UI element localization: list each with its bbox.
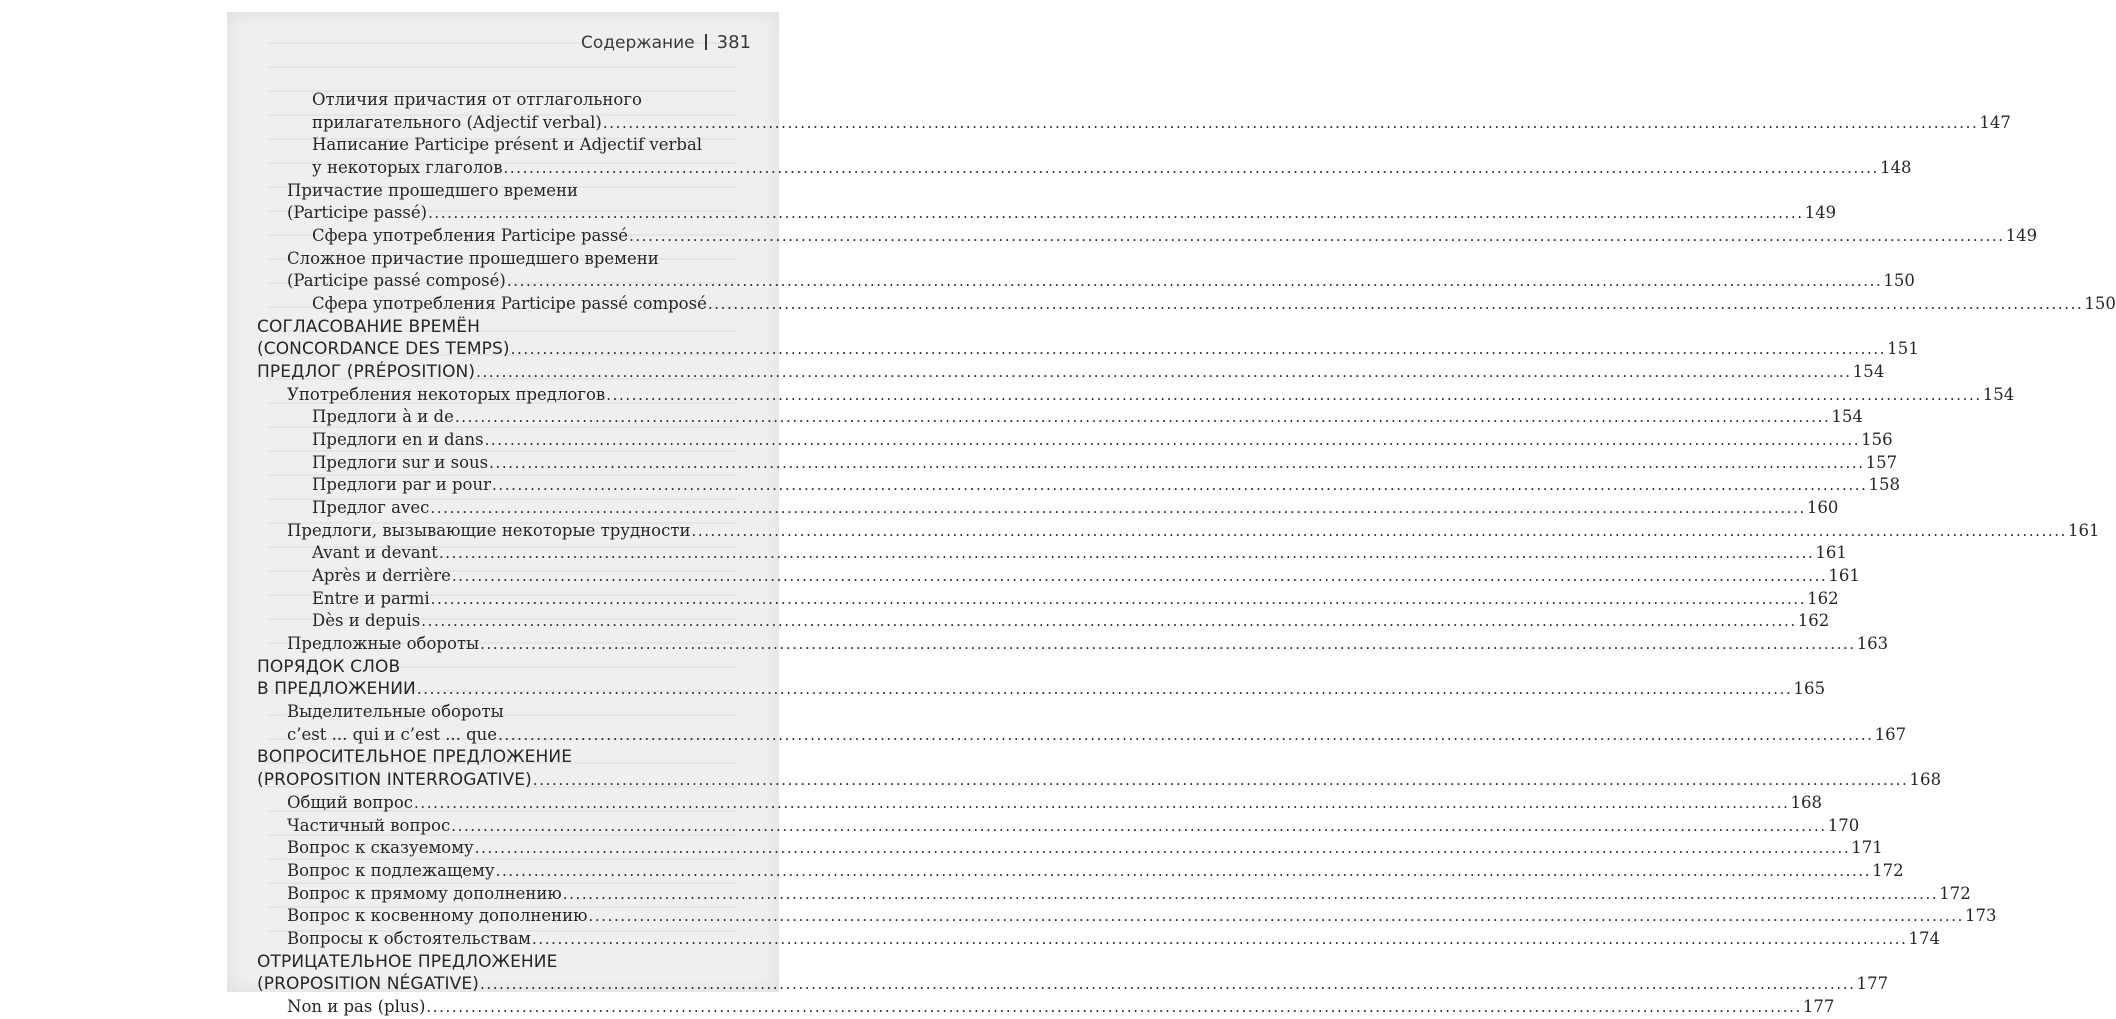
toc-entry-title: Вопрос к подлежащему	[287, 860, 495, 880]
dot-leader	[588, 905, 1964, 928]
dot-leader	[498, 724, 1874, 747]
dot-leader	[421, 610, 1797, 633]
dot-leader	[455, 406, 1831, 429]
toc-page-number: 165	[1793, 679, 1826, 699]
book-page	[227, 12, 2116, 1016]
toc-entry	[257, 837, 1883, 860]
toc-page-number: 149	[1804, 203, 1837, 223]
toc-entry-title: Предлог avec	[312, 498, 430, 518]
toc-page-number: 163	[1856, 634, 1889, 654]
toc-page-number: 172	[1872, 860, 1904, 880]
toc-page-number: 148	[1880, 158, 1912, 178]
toc-entry-title: Вопрос к косвенному дополнению	[287, 906, 588, 926]
toc-entry-title: Предложные обороты	[287, 634, 480, 654]
toc-chapter-heading	[257, 361, 1885, 384]
toc-page-number: 154	[1982, 384, 2015, 404]
toc-entry	[257, 202, 1837, 225]
toc-page-number: 150	[1883, 271, 1915, 291]
header-separator	[705, 34, 707, 50]
toc-entry-title: прилагательного (Adjectif verbal)	[312, 112, 602, 132]
toc-chapter-heading	[257, 678, 1826, 701]
toc-page-number: 161	[1815, 543, 1847, 563]
toc-entry-title: Вопросы к обстоятельствам	[287, 928, 531, 948]
toc-page-number: 172	[1939, 883, 1971, 903]
toc-entry-title: В ПРЕДЛОЖЕНИИ	[257, 679, 416, 700]
toc-entry-title: Частичный вопрос	[287, 815, 451, 835]
toc-entry	[257, 792, 1823, 815]
toc-entry	[257, 406, 1863, 429]
toc-page-number: 157	[1865, 452, 1898, 472]
toc-page-number: 162	[1807, 588, 1839, 608]
toc-entry-title: ВОПРОСИТЕЛЬНОЕ ПРЕДЛОЖЕНИЕ	[257, 747, 573, 768]
dot-leader	[496, 860, 1872, 883]
toc-entry-title: (PROPOSITION NÉGATIVE)	[257, 974, 479, 995]
toc-page-number: 147	[1979, 112, 2011, 132]
toc-entry	[257, 724, 1907, 747]
toc-entry	[257, 996, 1835, 1019]
toc-page-number: 156	[1861, 430, 1893, 450]
toc-page-number: 149	[2005, 226, 2038, 246]
toc-entry	[257, 883, 1971, 906]
toc-entry	[257, 134, 755, 157]
toc-entry	[257, 474, 1900, 497]
toc-entry	[257, 157, 1912, 180]
table-of-contents	[257, 89, 2116, 1019]
toc-entry	[257, 293, 2116, 316]
toc-page-number: 173	[1965, 906, 1997, 926]
toc-page-number: 160	[1806, 498, 1839, 518]
dot-leader	[708, 293, 2084, 316]
toc-entry	[257, 520, 2100, 543]
toc-entry	[257, 384, 2015, 407]
toc-entry	[257, 860, 1904, 883]
dot-leader	[451, 815, 1827, 838]
toc-entry-title: Выделительные обороты	[287, 702, 504, 722]
toc-chapter-heading	[257, 746, 755, 769]
toc-entry	[257, 610, 1830, 633]
dot-leader	[439, 542, 1815, 565]
dot-leader	[603, 112, 1979, 135]
toc-entry-title: Написание Participe présent и Adjectif verbal	[312, 135, 703, 155]
toc-entry-title: Предлоги, вызывающие некоторые трудности	[287, 520, 691, 540]
toc-page-number: 150	[2084, 294, 2116, 314]
toc-entry-title: Предлоги par и pour	[312, 475, 491, 495]
dot-leader	[485, 429, 1861, 452]
toc-entry-title: Dès и depuis	[312, 611, 421, 631]
toc-entry	[257, 180, 755, 203]
dot-leader	[507, 270, 1883, 293]
dot-leader	[475, 837, 1851, 860]
toc-entry	[257, 542, 1847, 565]
toc-entry-title: (Participe passé composé)	[287, 271, 506, 291]
toc-entry	[257, 112, 2011, 135]
toc-entry-title: Avant и devant	[312, 543, 438, 563]
dot-leader	[629, 225, 2005, 248]
dot-leader	[532, 928, 1908, 951]
dot-leader	[492, 474, 1868, 497]
toc-entry	[257, 588, 1839, 611]
toc-entry	[257, 248, 755, 271]
toc-chapter-heading	[257, 316, 755, 339]
toc-entry-title: Entre и parmi	[312, 588, 430, 608]
toc-entry	[257, 633, 1889, 656]
toc-entry	[257, 497, 1839, 520]
dot-leader	[480, 633, 1856, 656]
toc-page-number: 168	[1909, 770, 1942, 790]
toc-entry-title: (PROPOSITION INTERROGATIVE)	[257, 770, 532, 791]
dot-leader	[431, 588, 1807, 611]
toc-page-number: 161	[1828, 566, 1860, 586]
page-number: 381	[716, 32, 751, 53]
toc-page-number: 174	[1908, 928, 1941, 948]
toc-entry-title: Употребления некоторых предлогов	[287, 384, 606, 404]
dot-leader	[533, 769, 1909, 792]
toc-entry	[257, 928, 1941, 951]
toc-entry-title: Après и derrière	[312, 566, 451, 586]
toc-entry-title: Предлоги en и dans	[312, 430, 484, 450]
toc-page-number: 167	[1874, 724, 1907, 744]
toc-entry-title: Предлоги à и de	[312, 407, 454, 427]
toc-entry-title: СОГЛАСОВАНИЕ ВРЕМЁН	[257, 316, 480, 337]
dot-leader	[504, 157, 1880, 180]
toc-entry	[257, 565, 1860, 588]
toc-entry-title: Сфера употребления Participe passé	[312, 226, 629, 246]
toc-entry-title: ОТРИЦАТЕЛЬНОЕ ПРЕДЛОЖЕНИЕ	[257, 951, 558, 972]
dot-leader	[430, 497, 1806, 520]
toc-page-number: 162	[1797, 611, 1830, 631]
toc-page-number: 154	[1831, 407, 1863, 427]
dot-leader	[563, 883, 1939, 906]
toc-entry-title: Non и pas (plus)	[287, 996, 426, 1016]
toc-entry-title: (CONCORDANCE DES TEMPS)	[257, 339, 510, 360]
toc-entry	[257, 452, 1898, 475]
toc-entry-title: c’est ... qui и c’est ... que	[287, 724, 498, 744]
dot-leader	[480, 973, 1856, 996]
dot-leader	[606, 384, 1982, 407]
toc-page-number: 161	[2067, 520, 2100, 540]
toc-page-number: 168	[1790, 792, 1823, 812]
dot-leader	[428, 202, 1804, 225]
toc-entry-title: у некоторых глаголов	[312, 158, 503, 178]
toc-chapter-heading	[257, 338, 1919, 361]
toc-entry-title: ПРЕДЛОГ (PRÉPOSITION)	[257, 362, 476, 383]
dot-leader	[511, 338, 1887, 361]
section-title: Содержание	[581, 33, 695, 53]
toc-page-number: 158	[1868, 475, 1900, 495]
toc-entry-title: ПОРЯДОК СЛОВ	[257, 656, 401, 677]
toc-chapter-heading	[257, 951, 755, 974]
toc-entry-title: Причастие прошедшего времени	[287, 180, 578, 200]
toc-chapter-heading	[257, 769, 1942, 792]
toc-entry-title: Сфера употребления Participe passé composé	[312, 294, 707, 314]
dot-leader	[414, 792, 1790, 815]
toc-page-number: 154	[1852, 362, 1885, 382]
dot-leader	[476, 361, 1852, 384]
toc-entry-title: Общий вопрос	[287, 792, 413, 812]
toc-entry-title: Вопрос к прямому дополнению	[287, 883, 562, 903]
dot-leader	[691, 520, 2067, 543]
dot-leader	[426, 996, 1802, 1019]
toc-entry-title: Предлоги sur и sous	[312, 452, 489, 472]
toc-entry	[257, 815, 1860, 838]
toc-entry	[257, 270, 1915, 293]
toc-chapter-heading	[257, 656, 755, 679]
toc-page-number: 171	[1851, 838, 1883, 858]
toc-entry	[257, 905, 1997, 928]
toc-page-number: 177	[1802, 996, 1835, 1016]
dot-leader	[452, 565, 1828, 588]
toc-chapter-heading	[257, 973, 1889, 996]
toc-entry	[257, 429, 1893, 452]
toc-entry-title: Сложное причастие прошедшего времени	[287, 248, 659, 268]
toc-entry	[257, 701, 755, 724]
toc-entry-title: Отличия причастия от отглагольного	[312, 90, 642, 109]
toc-entry-title: (Participe passé)	[287, 203, 428, 223]
dot-leader	[489, 452, 1865, 475]
toc-page-number: 170	[1827, 815, 1860, 835]
toc-entry-title: Вопрос к сказуемому	[287, 838, 474, 858]
toc-page-number: 151	[1887, 339, 1919, 359]
toc-entry	[257, 89, 755, 112]
running-header	[581, 32, 751, 53]
toc-entry	[257, 225, 2038, 248]
toc-page-number: 177	[1856, 974, 1889, 994]
dot-leader	[417, 678, 1793, 701]
